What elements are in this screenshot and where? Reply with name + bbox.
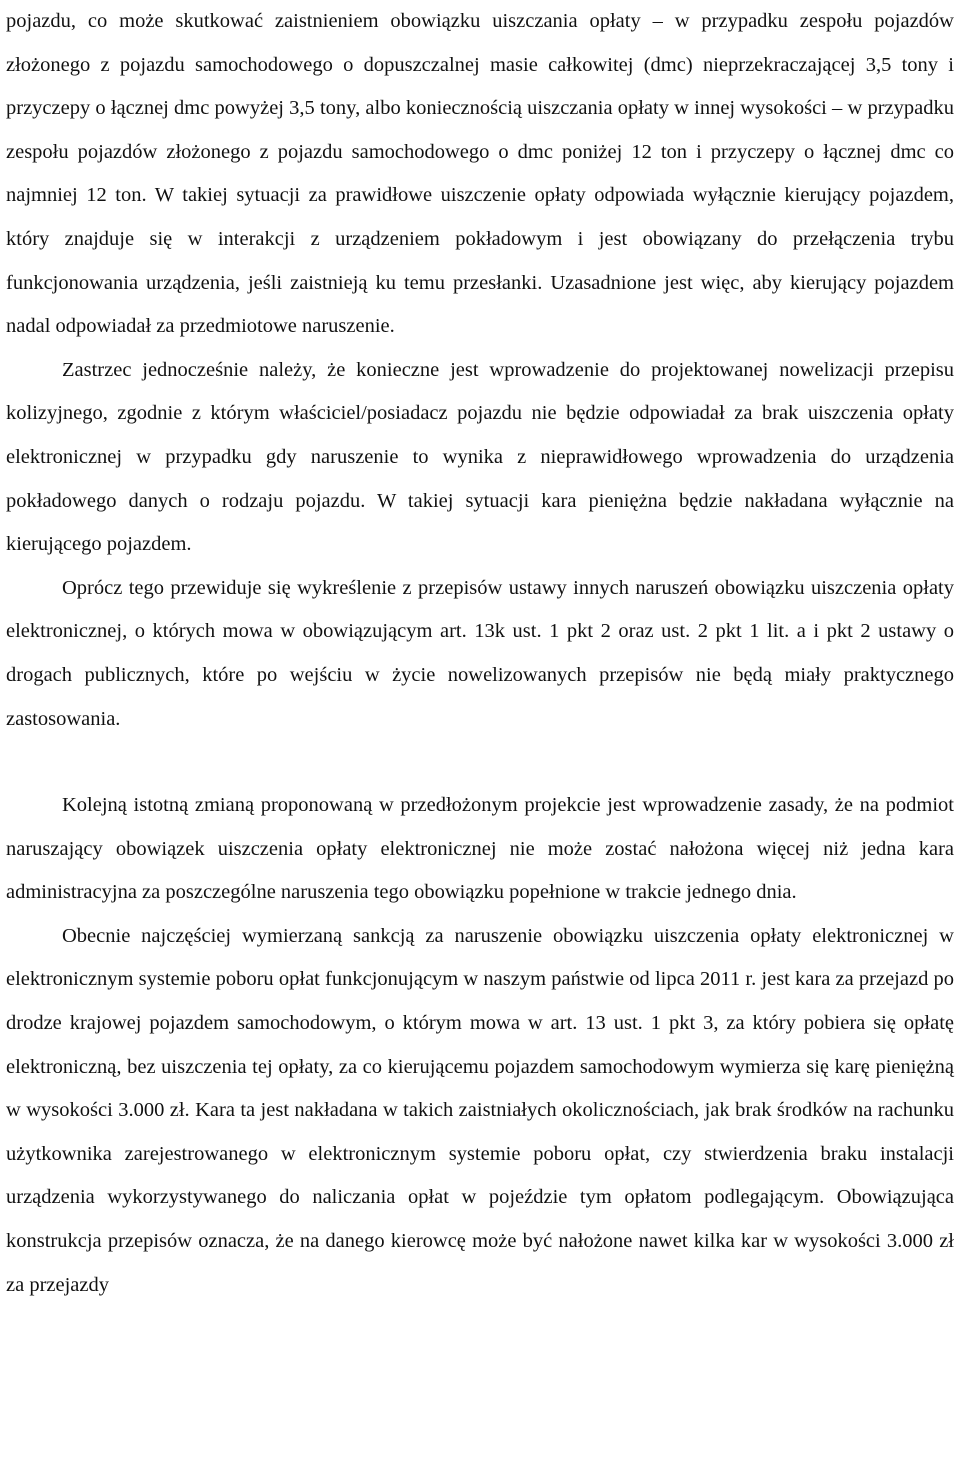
paragraph-spacer: [6, 741, 954, 784]
paragraph-current-sanctions: Obecnie najczęściej wymierzaną sankcją za naruszenie obowiązku uiszczenia opłaty elektronicznej w elektronicznym systemie poboru opłat funkcjonującym w naszym państwie od lipca 2011 r. jest kara za przejazd po drodze krajowej pojazdem samochodowym, o którym mowa w art. 13 ust. 1 pkt 3, za który pobiera się opłatę elektroniczną, bez uiszczenia tej opłaty, za co kierującemu pojazdem samochodowym wymierza się karę pieniężną w wysokości 3.000 zł. Kara ta jest nakładana w takich zaistniałych okolicznościach, jak brak środków na rachunku użytkownika zarejestrowanego w elektronicznym systemie poboru opłat, czy stwierdzenia braku instalacji urządzenia wykorzystywanego do naliczania opłat w pojeździe tym opłatom podlegającym. Obowiązująca konstrukcja przepisów oznacza, że na danego kierowcę może być nałożone nawet kilka kar w wysokości 3.000 zł za przejazdy: [6, 924, 954, 1296]
document-page: [6, 0, 954, 1307]
paragraph-collision-rule: Zastrzec jednocześnie należy, że konieczne jest wprowadzenie do projektowanej nowelizacji przepisu kolizyjnego, zgodnie z którym właściciel/posiadacz pojazdu nie będzie odpowiadał za brak uiszczenia opłaty elektronicznej w przypadku gdy naruszenie to wynika z nieprawidłowego wprowadzenia do urządzenia pokładowego danych o rodzaju pojazdu. W takiej sytuacji kara pieniężna będzie nakładana wyłącznie na kierującego pojazdem.: [6, 358, 954, 556]
paragraph-removal-of-violations: Oprócz tego przewiduje się wykreślenie z przepisów ustawy innych naruszeń obowiązku uiszczenia opłaty elektronicznej, o których mowa w obowiązującym art. 13k ust. 1 pkt 2 oraz ust. 2 pkt 1 lit. a i pkt 2 ustawy o drogach publicznych, które po wejściu w życie nowelizowanych przepisów nie będą miały praktycznego zastosowania.: [6, 576, 954, 730]
paragraph-one-penalty-rule: Kolejną istotną zmianą proponowaną w przedłożonym projekcie jest wprowadzenie zasady, że na podmiot naruszający obowiązek uiszczenia opłaty elektronicznej nie może zostać nałożona więcej niż jedna kara administracyjna za poszczególne naruszenia tego obowiązku popełnione w trakcie jednego dnia.: [6, 794, 954, 904]
paragraph-continuation: pojazdu, co może skutkować zaistnieniem obowiązku uiszczania opłaty – w przypadku zespołu pojazdów złożonego z pojazdu samochodowego o dopuszczalnej masie całkowitej (dmc) nieprzekraczającej 3,5 tony i przyczepy o łącznej dmc powyżej 3,5 tony, albo koniecznością uiszczania opłaty w innej wysokości – w przypadku zespołu pojazdów złożonego z pojazdu samochodowego o dmc poniżej 12 ton i przyczepy o łącznej dmc co najmniej 12 ton. W takiej sytuacji za prawidłowe uiszczenie opłaty odpowiada wyłącznie kierujący pojazdem, który znajduje się w interakcji z urządzeniem pokładowym i jest obowiązany do przełączenia trybu funkcjonowania urządzenia, jeśli zaistnieją ku temu przesłanki. Uzasadnione jest więc, aby kierujący pojazdem nadal odpowiadał za przedmiotowe naruszenie.: [6, 10, 954, 338]
